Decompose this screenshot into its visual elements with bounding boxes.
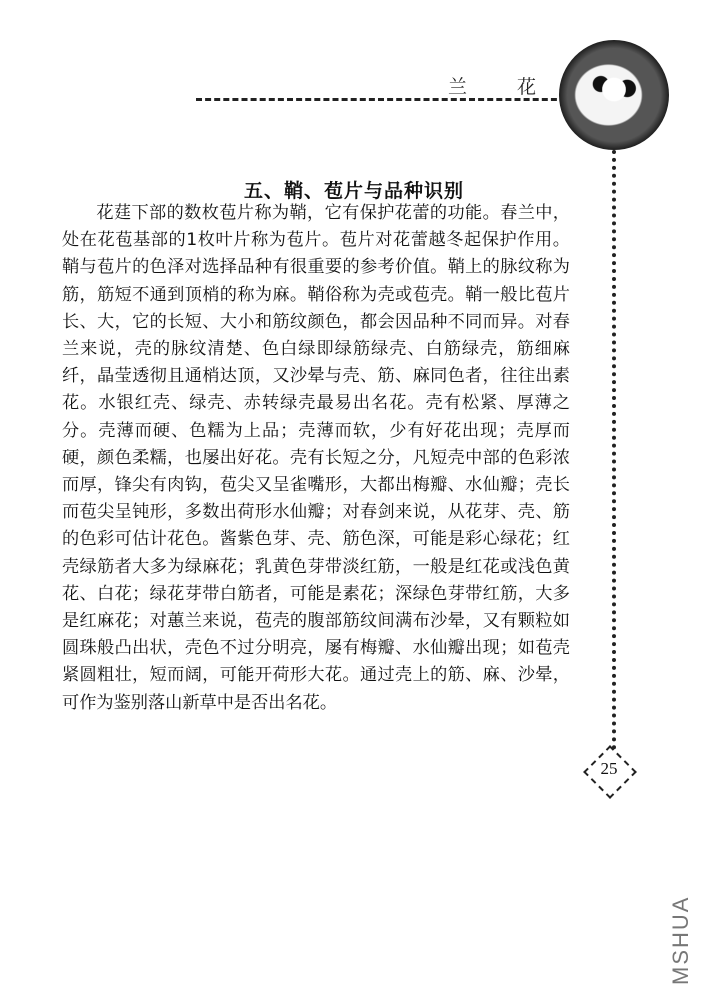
running-head: 兰 花 [448, 76, 559, 98]
body-paragraph: 花莛下部的数枚苞片称为鞘，它有保护花蕾的功能。春兰中，处在花苞基部的1枚叶片称为苞片。苞片对花蕾越冬起保护作用。鞘与苞片的色泽对选择品种有很重要的参考价值。鞘上的脉纹称为筋，筋短不通到顶梢的称为麻。鞘俗称为壳或苞壳。鞘一般比苞片长、大，它的长短、大小和筋纹颜色，都会因品种不同而异。对春兰来说，壳的脉纹清楚、色白绿即绿筋绿壳、白筋绿壳，筋细麻纤，晶莹透彻且通梢达顶，又沙晕与壳、筋、麻同色者，往往出素花。水银红壳、绿壳、赤转绿壳最易出名花。壳有松紧、厚薄之分。壳薄而硬、色糯为上品；壳薄而软，少有好花出现；壳厚而硬，颜色柔糯，也屡出好花。壳有长短之分，凡短壳中部的色彩浓而厚，锋尖有肉钩，苞尖又呈雀嘴形，大都出梅瓣、水仙瓣；壳长而苞尖呈钝形，多数出荷形水仙瓣；对春剑来说，从花芽、壳、筋的色彩可估计花色。酱紫色芽、壳、筋色深，可能是彩心绿花；红壳绿筋者大多为绿麻花；乳黄色芽带淡红筋，一般是红花或浅色黄花、白花；绿花芽带白筋者，可能是素花；深绿色芽带红筋，大多是红麻花；对蕙兰来说，苞壳的腹部筋纹间满布沙晕，又有颗粒如圆珠般凸出状，壳色不过分明亮，屡有梅瓣、水仙瓣出现；如苞壳紧圆粗壮，短而阔，可能开荷形大花。通过壳上的筋、麻、沙晕，可作为鉴别落山新草中是否出名花。 [62, 203, 570, 713]
section-title: 五、鞘、苞片与品种识别 [243, 179, 464, 202]
flower-emblem-icon [559, 40, 669, 150]
page-number: 25 [600, 759, 618, 778]
body-text [62, 200, 570, 717]
page-number-ornament [583, 745, 635, 797]
watermark: MSHUA [668, 895, 693, 985]
decorative-side-chain [612, 150, 616, 750]
header-dashed-rule [196, 98, 566, 101]
